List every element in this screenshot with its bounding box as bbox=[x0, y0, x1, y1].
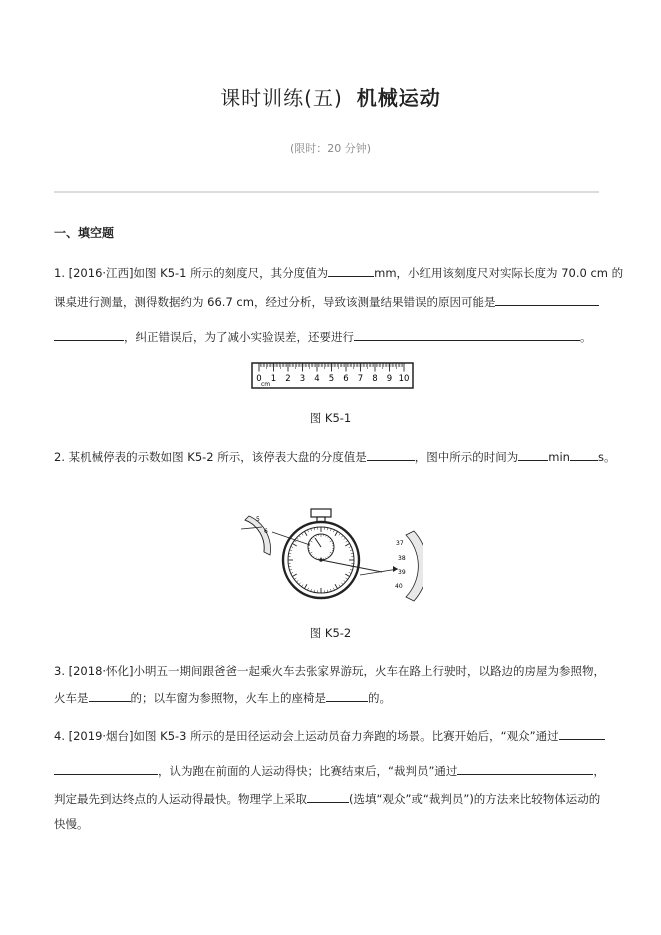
q2-blank-minutes[interactable] bbox=[518, 448, 548, 461]
ruler-tick-label: 9 bbox=[386, 374, 393, 384]
q3-blank-seat[interactable] bbox=[326, 689, 368, 702]
worksheet-title bbox=[0, 82, 661, 111]
ruler-tick-label: 4 bbox=[314, 374, 320, 384]
ruler-tick-label: 0 bbox=[256, 374, 262, 384]
big-zoom-label-38: 38 bbox=[398, 555, 406, 562]
q4-line-1: 4. [2019·烟台]如图 K5-3 所示的是田径运动会上运动员奋力奔跑的场景。比赛开始后，“观众”通过 bbox=[54, 727, 605, 744]
small-zoom-label-6: 6 bbox=[264, 528, 268, 535]
q1-blank-reason-b[interactable] bbox=[54, 328, 124, 341]
hand-pivot bbox=[319, 558, 323, 562]
stopwatch-crown bbox=[311, 509, 331, 517]
q4-line-2: ，认为跑在前面的人运动得快；比赛结束后，“裁判员”通过 ， bbox=[54, 762, 605, 779]
q1-line-1: 1. [2016·江西]如图 K5-1 所示的刻度尺，其分度值为 mm，小红用该刻度尺对实际长度为 70.0 cm 的 bbox=[54, 266, 624, 280]
q4-blank-audience-a[interactable] bbox=[559, 727, 605, 740]
section-heading: 一、填空题 bbox=[54, 226, 115, 240]
q1-line-3: ，纠正错误后，为了减小实验误差，还要进行 。 bbox=[54, 328, 592, 345]
big-zoom-label-40: 40 bbox=[395, 583, 403, 590]
q2-line-1: 2. 某机械停表的示数如图 K5-2 所示，该停表大盘的分度值是 ，图中所示的时间为 min s。 bbox=[54, 450, 616, 464]
q1-blank-reason-a[interactable] bbox=[495, 293, 599, 306]
q3-line-1: 3. [2018·怀化]小明五一期间跟爸爸一起乘火车去张家界游玩，火车在路上行驶时，以路边的房屋为参照物， bbox=[54, 664, 606, 678]
ruler-figure bbox=[251, 362, 415, 390]
q1-blank-method[interactable] bbox=[354, 328, 580, 341]
big-zoom-label-37: 37 bbox=[396, 540, 404, 547]
q4-blank-referee[interactable] bbox=[457, 762, 593, 775]
ruler-tick-label: 3 bbox=[299, 374, 306, 384]
ruler-tick-label: 1 bbox=[270, 374, 277, 384]
ruler-tick-label: 10 bbox=[398, 374, 410, 384]
ruler-tick-label: 8 bbox=[372, 374, 378, 384]
figure-caption-k5-2: 图 K5-2 bbox=[309, 626, 352, 640]
ruler-tick-label: 6 bbox=[343, 374, 349, 384]
q4-blank-audience-b[interactable] bbox=[54, 762, 158, 775]
q2-blank-seconds[interactable] bbox=[570, 448, 598, 461]
q2-blank-division[interactable] bbox=[367, 448, 415, 461]
big-zoom-label-39: 39 bbox=[398, 569, 406, 576]
q3-line-2: 火车是 的；以车窗为参照物，火车上的座椅是 的。 bbox=[54, 691, 391, 705]
header-divider bbox=[54, 191, 599, 193]
figure-caption-k5-1: 图 K5-1 bbox=[309, 411, 352, 425]
time-limit: (限时：20 分钟) bbox=[289, 142, 372, 155]
ruler-tick-label: 2 bbox=[285, 374, 291, 384]
small-zoom-label-5: 5 bbox=[256, 516, 260, 523]
q1-line-2: 课桌进行测量，测得数据约为 66.7 cm，经过分析，导致该测量结果错误的原因可能是 bbox=[54, 293, 599, 310]
ruler-unit: cm bbox=[261, 381, 271, 388]
q4-blank-method[interactable] bbox=[307, 790, 349, 803]
title-main: 课时训练(五) bbox=[220, 86, 343, 110]
q3-blank-train[interactable] bbox=[89, 689, 131, 702]
q4-line-3: 判定最先到达终点的人运动得最快。物理学上采取 (选填“观众”或“裁判员”)的方法来比较物体运动的 bbox=[54, 792, 601, 806]
stopwatch-figure bbox=[238, 505, 423, 605]
big-zoom-pointer bbox=[360, 569, 398, 575]
q4-line-4: 快慢。 bbox=[54, 817, 89, 831]
title-sub: 机械运动 bbox=[356, 86, 441, 110]
ruler-tick-label: 5 bbox=[328, 374, 335, 384]
q1-blank-division[interactable] bbox=[328, 264, 374, 277]
ruler-tick-label: 7 bbox=[357, 374, 364, 384]
big-dial-zoom-band bbox=[406, 531, 423, 601]
